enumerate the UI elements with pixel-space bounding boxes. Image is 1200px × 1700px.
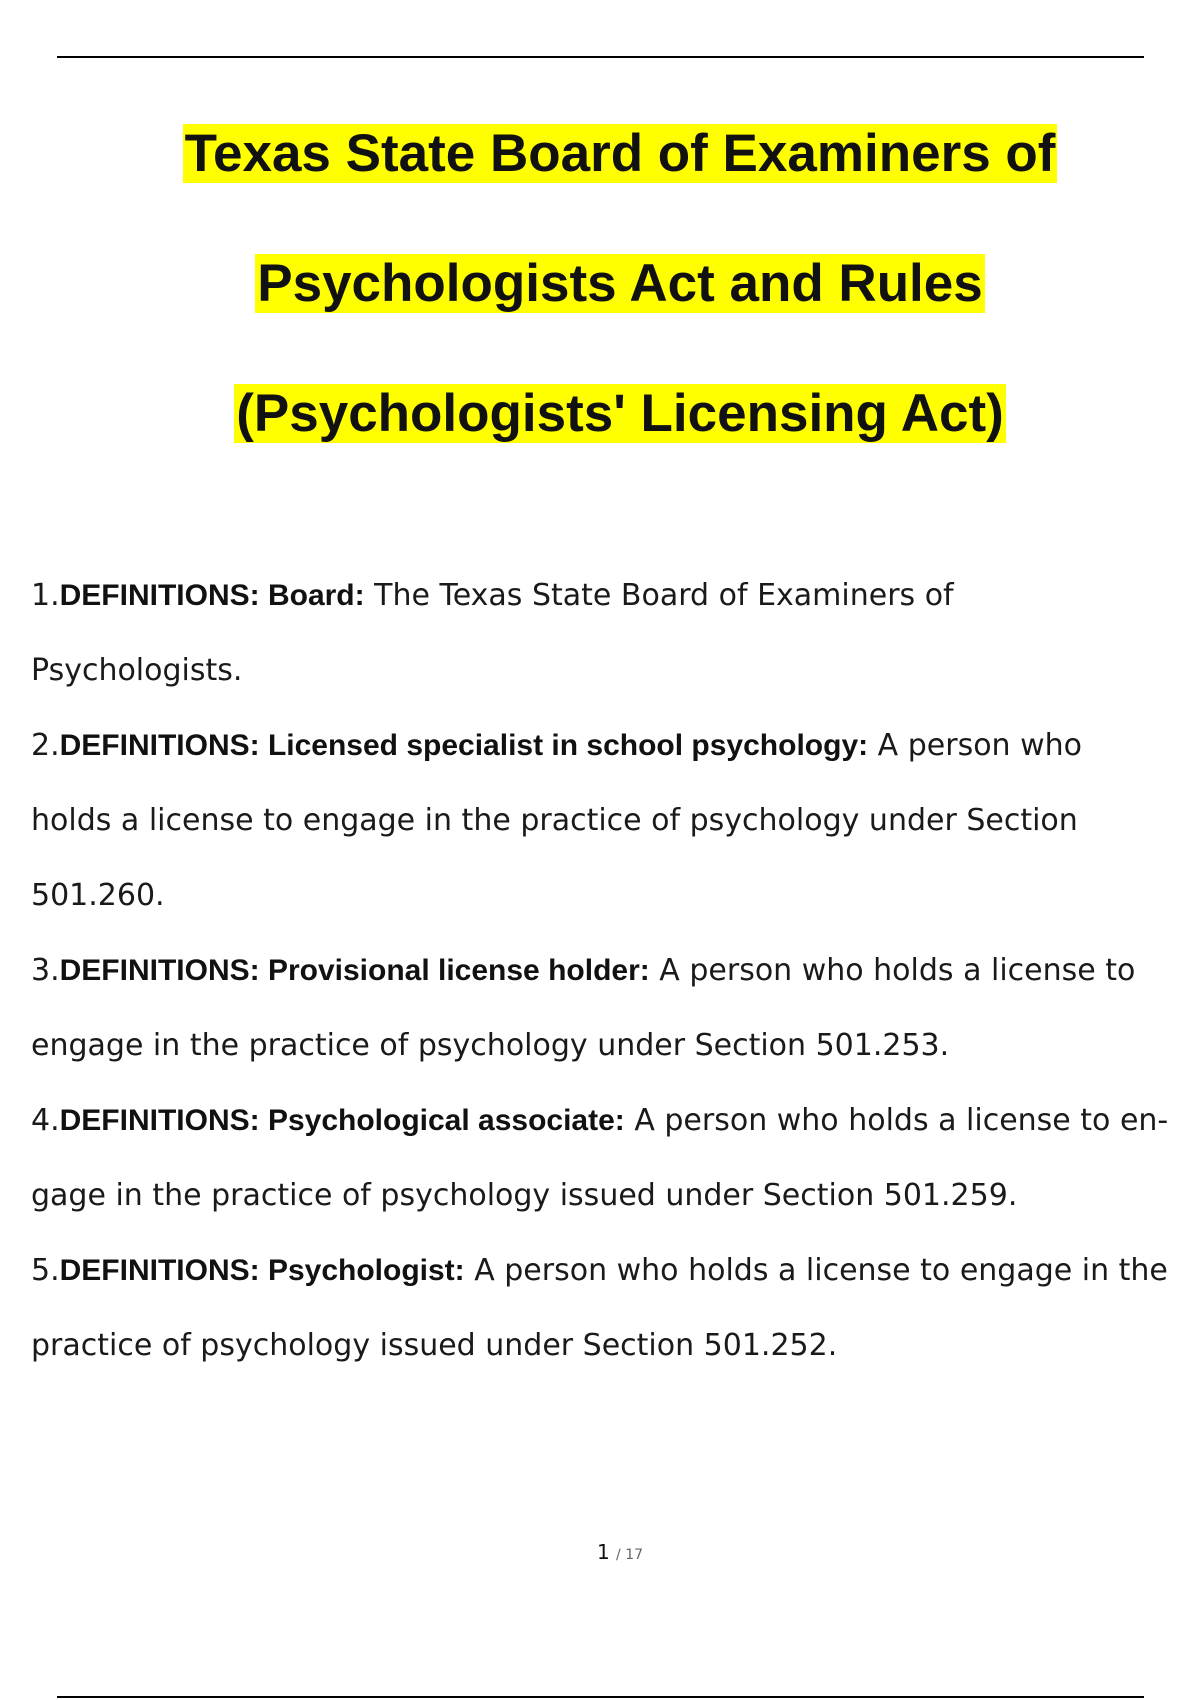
definition-term: DEFINITIONS: Psychological associate: xyxy=(59,1104,625,1137)
current-page: 1 xyxy=(596,1540,610,1564)
definition-term: DEFINITIONS: Licensed specialist in school psychology: xyxy=(59,729,869,762)
definition-text: A person who holds a license to engage in the practice of psychology issued under Section 501.252. xyxy=(31,1253,1168,1363)
definition-text: The Texas State Board of Examiners of Psychologists. xyxy=(31,578,954,688)
definition-number: 5. xyxy=(31,1253,60,1288)
definition-item xyxy=(31,933,1171,1083)
definitions-list xyxy=(31,558,1171,1383)
definition-item xyxy=(31,558,1171,708)
definition-number: 3. xyxy=(31,953,60,988)
definition-text: A person who holds a license to en- gage in the practice of psychology issued under Section 501.259. xyxy=(31,1103,1169,1213)
definition-term: DEFINITIONS: Provisional license holder: xyxy=(59,954,650,987)
definition-item xyxy=(31,708,1171,933)
definition-number: 4. xyxy=(31,1103,60,1138)
top-divider xyxy=(57,56,1144,58)
page-indicator xyxy=(0,1540,1200,1564)
definition-number: 1. xyxy=(31,578,60,613)
document-title xyxy=(0,118,1200,508)
definition-term: DEFINITIONS: Psychologist: xyxy=(59,1254,465,1287)
definition-text: A person who holds a license to engage in the practice of psychology under Section 501.253. xyxy=(31,953,1136,1063)
bottom-divider xyxy=(57,1696,1144,1698)
title-line-2: Psychologists Act and Rules xyxy=(257,254,983,313)
title-line-1: Texas State Board of Examiners of xyxy=(184,124,1056,183)
definition-term: DEFINITIONS: Board: xyxy=(59,579,365,612)
total-pages: / 17 xyxy=(616,1547,644,1563)
title-line-3: (Psychologists' Licensing Act) xyxy=(236,384,1004,443)
definition-text: A person who holds a license to engage in the practice of psychology under Section 501.260. xyxy=(31,728,1083,913)
definition-item xyxy=(31,1233,1171,1383)
definition-item xyxy=(31,1083,1171,1233)
definition-number: 2. xyxy=(31,728,60,763)
